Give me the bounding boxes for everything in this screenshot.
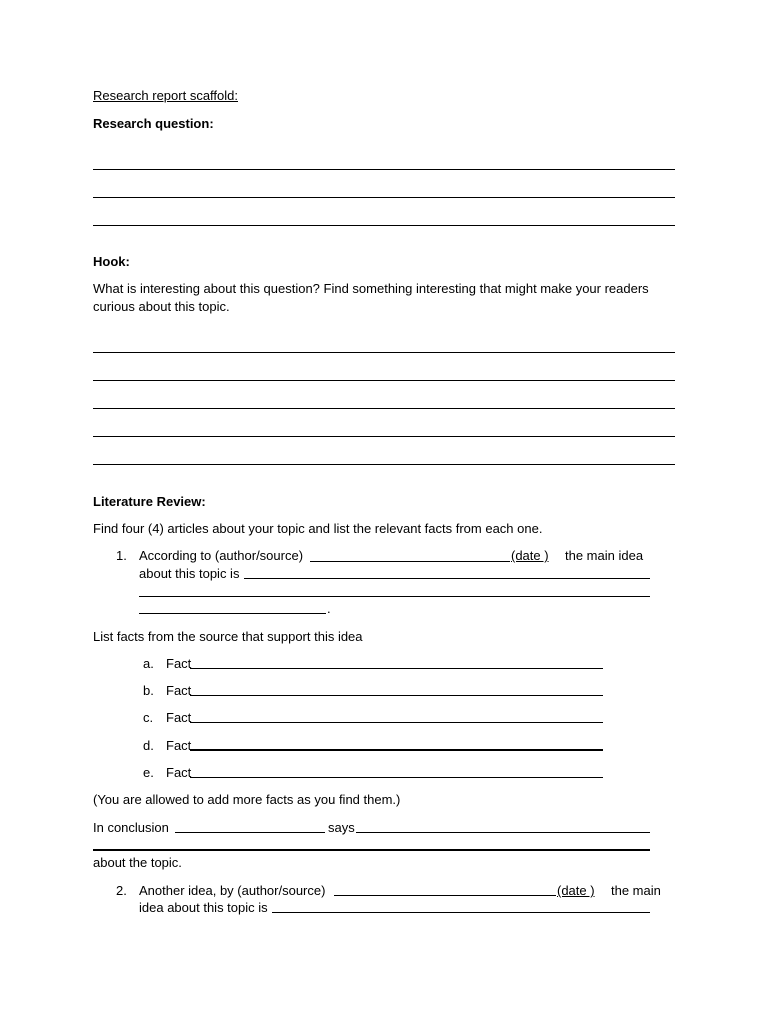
fact-answer-line[interactable] bbox=[190, 749, 603, 751]
item2-author-prompt: Another idea, by (author/source) bbox=[139, 883, 326, 898]
conclusion-prompt: In conclusion bbox=[93, 820, 169, 835]
literature-review-instruction: Find four (4) articles about your topic and list the relevant facts from each one. bbox=[93, 521, 543, 536]
fact-answer-line[interactable] bbox=[190, 777, 603, 778]
literature-review-heading: Literature Review: bbox=[93, 494, 206, 509]
item1-main-idea-label: the main idea bbox=[565, 548, 644, 563]
hook-answer-line[interactable] bbox=[93, 408, 675, 409]
item1-date-field[interactable]: (date ) bbox=[511, 548, 549, 563]
fact-letter: e. bbox=[143, 765, 154, 780]
item1-author-prompt: According to (author/source) bbox=[139, 548, 304, 563]
fact-letter: a. bbox=[143, 656, 154, 671]
item1-main-idea-blank[interactable] bbox=[139, 613, 326, 614]
hook-answer-line[interactable] bbox=[93, 352, 675, 353]
fact-label: Fact bbox=[166, 656, 192, 671]
conclusion-source-blank[interactable] bbox=[175, 832, 325, 833]
conclusion-statement-blank[interactable] bbox=[93, 849, 650, 851]
fact-label: Fact bbox=[166, 710, 192, 725]
facts-intro: List facts from the source that support this idea bbox=[93, 629, 363, 644]
fact-label: Fact bbox=[166, 765, 192, 780]
list-number: 1. bbox=[116, 548, 127, 563]
list-number: 2. bbox=[116, 883, 127, 898]
item1-author-blank[interactable] bbox=[310, 561, 510, 562]
fact-letter: d. bbox=[143, 738, 154, 753]
conclusion-suffix: about the topic. bbox=[93, 855, 182, 870]
fact-label: Fact bbox=[166, 683, 192, 698]
hook-heading: Hook: bbox=[93, 254, 130, 269]
hook-answer-line[interactable] bbox=[93, 380, 675, 381]
fact-answer-line[interactable] bbox=[190, 722, 603, 723]
item1-main-idea-blank[interactable] bbox=[244, 578, 650, 579]
item2-main-idea-blank[interactable] bbox=[272, 912, 650, 913]
fact-answer-line[interactable] bbox=[190, 668, 603, 669]
item2-date-field[interactable]: (date ) bbox=[557, 883, 595, 898]
item1-main-idea-blank[interactable] bbox=[139, 596, 650, 597]
hook-answer-line[interactable] bbox=[93, 464, 675, 465]
hook-answer-line[interactable] bbox=[93, 436, 675, 437]
fact-answer-line[interactable] bbox=[190, 695, 603, 696]
item2-main-label: the main bbox=[611, 883, 661, 898]
research-question-heading: Research question: bbox=[93, 116, 214, 131]
item1-topic-prompt: about this topic is bbox=[139, 566, 240, 581]
item2-author-blank[interactable] bbox=[334, 895, 556, 896]
research-question-answer-line[interactable] bbox=[93, 225, 675, 226]
conclusion-statement-blank[interactable] bbox=[356, 832, 650, 833]
conclusion-says-label: says bbox=[328, 820, 355, 835]
fact-letter: c. bbox=[143, 710, 154, 725]
item2-topic-prompt: idea about this topic is bbox=[139, 900, 268, 915]
more-facts-note: (You are allowed to add more facts as you find them.) bbox=[93, 792, 401, 807]
hook-prompt-line: What is interesting about this question? Find something interesting that might make your readers bbox=[93, 281, 649, 296]
item1-period: . bbox=[327, 601, 331, 616]
hook-prompt-line: curious about this topic. bbox=[93, 299, 230, 314]
research-question-answer-line[interactable] bbox=[93, 197, 675, 198]
fact-letter: b. bbox=[143, 683, 154, 698]
research-question-answer-line[interactable] bbox=[93, 169, 675, 170]
document-title: Research report scaffold: bbox=[93, 88, 238, 103]
fact-label: Fact bbox=[166, 738, 192, 753]
